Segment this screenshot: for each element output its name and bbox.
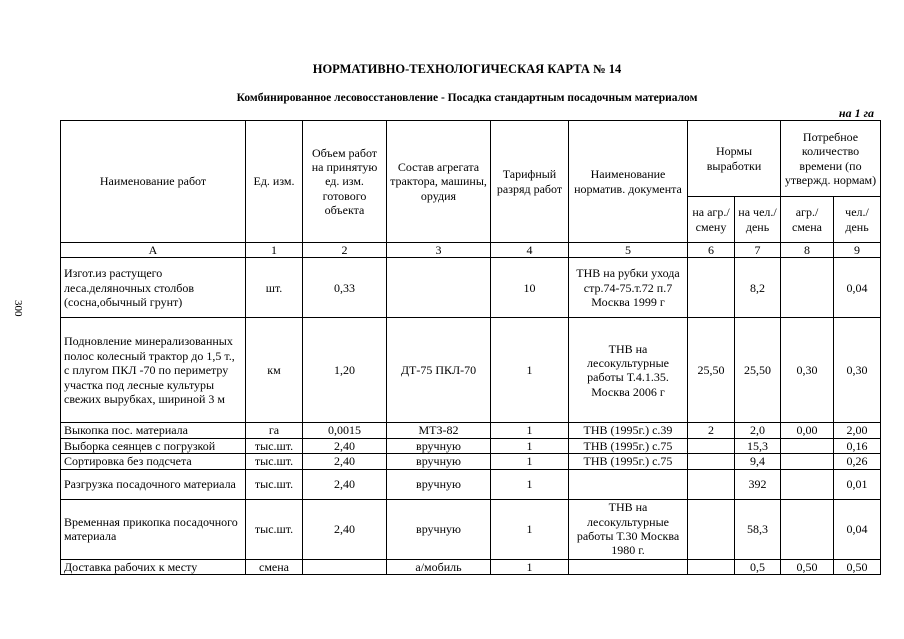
cell-document	[569, 559, 688, 574]
header-unit: Ед. изм.	[246, 121, 303, 243]
cell-need-agr	[781, 438, 834, 453]
cell-need-agr	[781, 454, 834, 469]
cell-volume: 1,20	[303, 318, 387, 423]
cell-unit: тыс.шт.	[246, 454, 303, 469]
header-norms-agr: на агр./ смену	[688, 197, 735, 243]
cell-norm-chel: 9,4	[735, 454, 781, 469]
cell-need-chel: 0,26	[834, 454, 881, 469]
cell-norm-agr	[688, 469, 735, 499]
column-index-row	[61, 243, 881, 258]
cell-document	[569, 469, 688, 499]
cell-need-agr	[781, 469, 834, 499]
cell-norm-agr	[688, 454, 735, 469]
cell-norm-agr: 25,50	[688, 318, 735, 423]
column-index: 5	[569, 243, 688, 258]
cell-work-name: Разгрузка посадочного материала	[61, 469, 246, 499]
cell-unit: га	[246, 423, 303, 438]
column-index: 3	[387, 243, 491, 258]
cell-work-name: Сортировка без подсчета	[61, 454, 246, 469]
cell-norm-agr	[688, 499, 735, 559]
cell-volume: 0,33	[303, 258, 387, 318]
cell-document: ТНВ на лесокультурные работы Т.4.1.35. Москва 2006 г	[569, 318, 688, 423]
table-row	[61, 454, 881, 469]
header-norms: Нормы выработки	[688, 121, 781, 197]
cell-composition: вручную	[387, 469, 491, 499]
table-row	[61, 318, 881, 423]
cell-composition: а/мобиль	[387, 559, 491, 574]
cell-work-name: Временная прикопка посадочного материала	[61, 499, 246, 559]
cell-composition: вручную	[387, 454, 491, 469]
cell-need-chel: 0,01	[834, 469, 881, 499]
cell-need-agr: 0,30	[781, 318, 834, 423]
cell-need-agr: 0,50	[781, 559, 834, 574]
cell-work-name: Подновление минерализованных полос колесный трактор до 1,5 т., с плугом ПКЛ -70 по периметру участка под лесные культуры свежих вырубках, шириной 3 м	[61, 318, 246, 423]
cell-volume	[303, 559, 387, 574]
cell-volume: 2,40	[303, 438, 387, 453]
cell-grade: 1	[491, 438, 569, 453]
column-index: А	[61, 243, 246, 258]
cell-composition: вручную	[387, 438, 491, 453]
cell-document: ТНВ (1995г.) с.75	[569, 454, 688, 469]
cell-norm-chel: 8,2	[735, 258, 781, 318]
column-index: 4	[491, 243, 569, 258]
cell-need-chel: 0,04	[834, 258, 881, 318]
header-norms-chel: на чел./ день	[735, 197, 781, 243]
cell-unit: шт.	[246, 258, 303, 318]
cell-work-name: Выборка сеянцев с погрузкой	[61, 438, 246, 453]
cell-unit: тыс.шт.	[246, 438, 303, 453]
header-grade: Тарифный разряд работ	[491, 121, 569, 243]
cell-grade: 1	[491, 559, 569, 574]
header-need-chel: чел./ день	[834, 197, 881, 243]
cell-need-agr	[781, 499, 834, 559]
cell-work-name: Изгот.из растущего леса.деляночных столбов (сосна,обычный грунт)	[61, 258, 246, 318]
column-index: 1	[246, 243, 303, 258]
cell-grade: 1	[491, 454, 569, 469]
cell-need-chel: 0,30	[834, 318, 881, 423]
column-index: 6	[688, 243, 735, 258]
cell-volume: 0,0015	[303, 423, 387, 438]
header-row-main	[61, 121, 881, 197]
cell-work-name: Выкопка пос. материала	[61, 423, 246, 438]
cell-composition	[387, 258, 491, 318]
cell-volume: 2,40	[303, 499, 387, 559]
cell-unit: тыс.шт.	[246, 469, 303, 499]
header-document: Наименование норматив. документа	[569, 121, 688, 243]
cell-need-chel: 2,00	[834, 423, 881, 438]
cell-unit: тыс.шт.	[246, 499, 303, 559]
table-row	[61, 258, 881, 318]
header-name: Наименование работ	[61, 121, 246, 243]
column-index: 2	[303, 243, 387, 258]
document-subtitle: Комбинированное лесовосстановление - Посадка стандартным посадочным материалом	[236, 92, 698, 104]
column-index: 8	[781, 243, 834, 258]
cell-norm-chel: 58,3	[735, 499, 781, 559]
norms-table	[60, 120, 881, 575]
cell-norm-chel: 25,50	[735, 318, 781, 423]
header-need: Потребное количество времени (по утвержд. нормам)	[781, 121, 881, 197]
page-number: 300	[12, 300, 24, 317]
cell-composition: вручную	[387, 499, 491, 559]
cell-norm-agr	[688, 438, 735, 453]
cell-norm-chel: 392	[735, 469, 781, 499]
cell-norm-chel: 0,5	[735, 559, 781, 574]
table-row	[61, 469, 881, 499]
cell-grade: 10	[491, 258, 569, 318]
cell-work-name: Доставка рабочих к месту	[61, 559, 246, 574]
cell-norm-chel: 15,3	[735, 438, 781, 453]
cell-volume: 2,40	[303, 454, 387, 469]
cell-norm-agr: 2	[688, 423, 735, 438]
cell-grade: 1	[491, 469, 569, 499]
cell-document: ТНВ (1995г.) с.75	[569, 438, 688, 453]
cell-volume: 2,40	[303, 469, 387, 499]
table-row	[61, 559, 881, 574]
cell-unit: км	[246, 318, 303, 423]
cell-norm-chel: 2,0	[735, 423, 781, 438]
cell-grade: 1	[491, 318, 569, 423]
header-volume: Объем работ на принятую ед. изм. готового объекта	[303, 121, 387, 243]
cell-document: ТНВ на лесокультурные работы Т.30 Москва 1980 г.	[569, 499, 688, 559]
document-title: НОРМАТИВНО-ТЕХНОЛОГИЧЕСКАЯ КАРТА № 14	[312, 62, 622, 76]
cell-need-chel: 0,04	[834, 499, 881, 559]
cell-document: ТНВ на рубки ухода стр.74-75.т.72 п.7 Москва 1999 г	[569, 258, 688, 318]
column-index: 9	[834, 243, 881, 258]
header-need-agr: агр./ смена	[781, 197, 834, 243]
unit-note: на 1 га	[838, 106, 874, 120]
cell-norm-agr	[688, 559, 735, 574]
cell-grade: 1	[491, 499, 569, 559]
cell-need-agr: 0,00	[781, 423, 834, 438]
header-composition: Состав агрегата трактора, машины, орудия	[387, 121, 491, 243]
cell-grade: 1	[491, 423, 569, 438]
cell-composition: МТЗ-82	[387, 423, 491, 438]
cell-need-agr	[781, 258, 834, 318]
table-row	[61, 438, 881, 453]
table-row	[61, 423, 881, 438]
cell-norm-agr	[688, 258, 735, 318]
column-index: 7	[735, 243, 781, 258]
cell-composition: ДТ-75 ПКЛ-70	[387, 318, 491, 423]
cell-document: ТНВ (1995г.) с.39	[569, 423, 688, 438]
cell-unit: смена	[246, 559, 303, 574]
table-row	[61, 499, 881, 559]
cell-need-chel: 0,16	[834, 438, 881, 453]
cell-need-chel: 0,50	[834, 559, 881, 574]
